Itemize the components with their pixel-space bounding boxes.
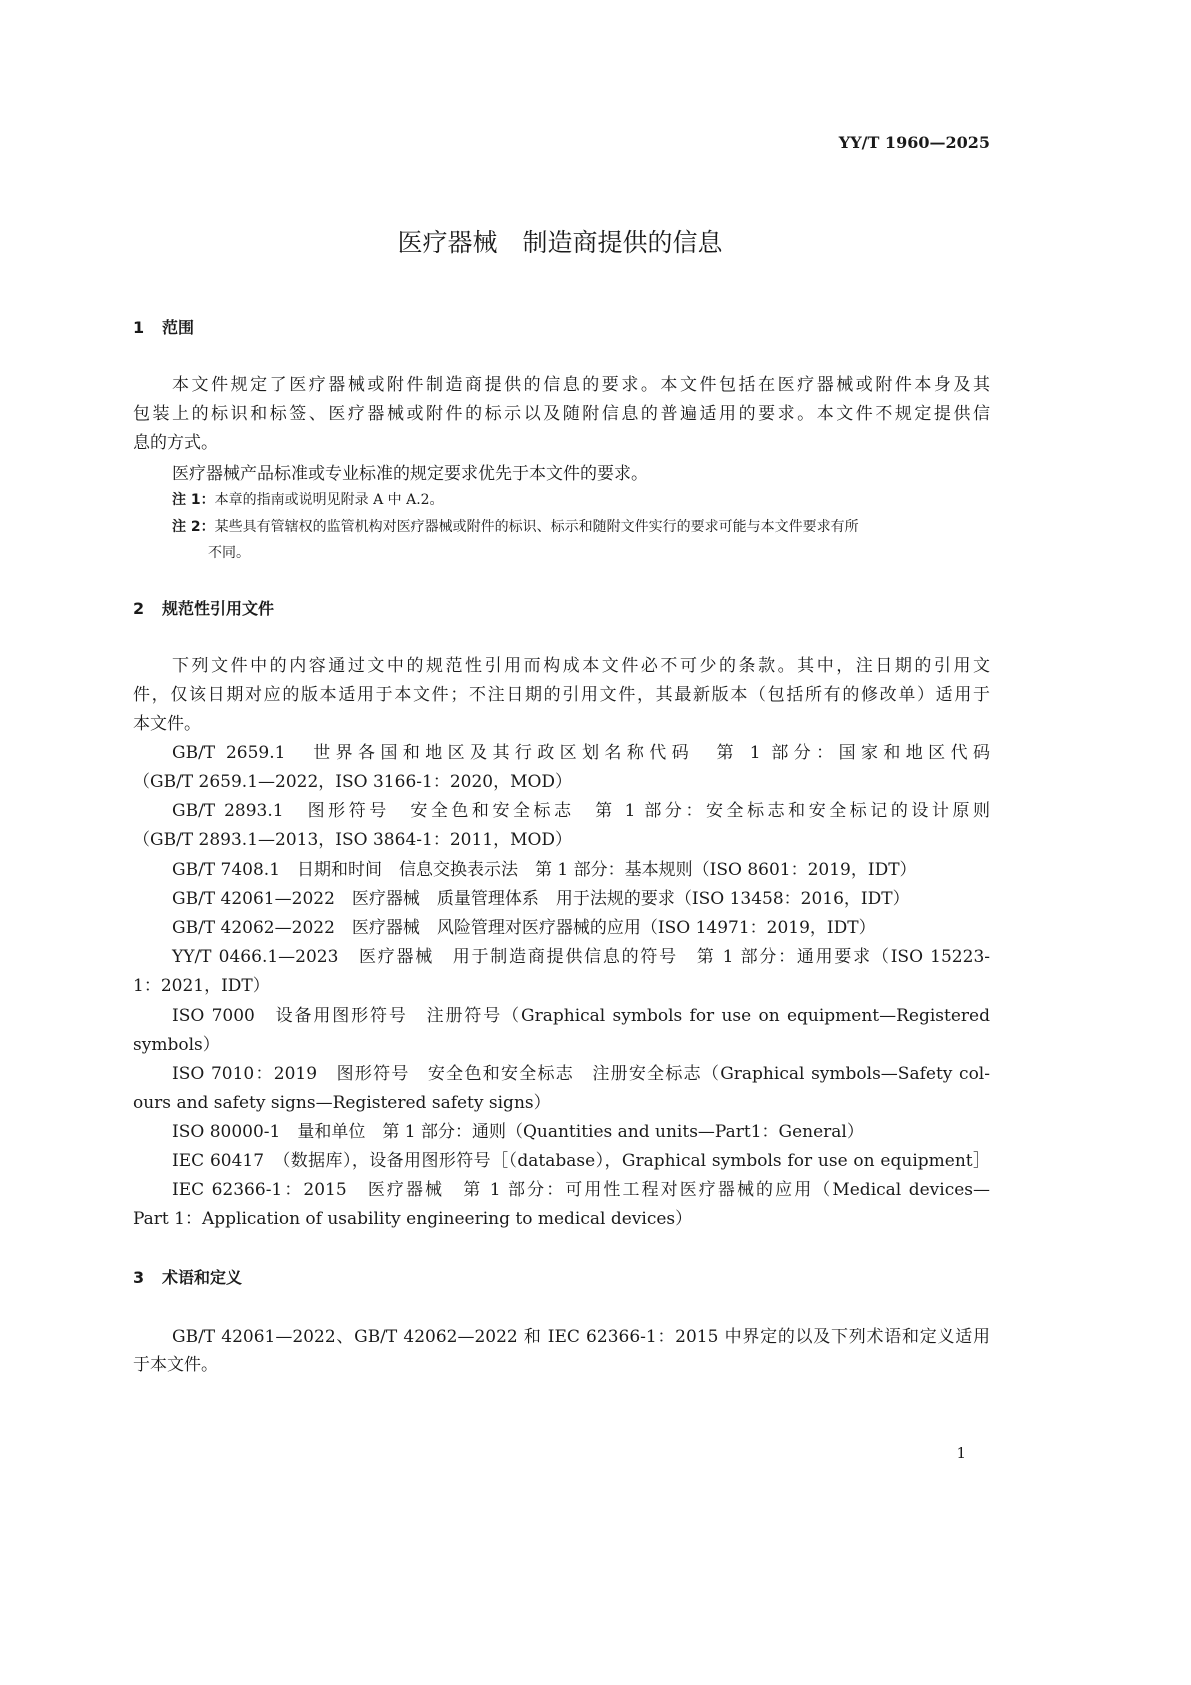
reference-line: GB/T 2659.1 世界各国和地区及其行政区划名称代码 第 1 部分：国家和地区代码 (172, 743, 990, 763)
reference-line: GB/T 7408.1 日期和时间 信息交换表示法 第 1 部分：基本规则（ISO 8601：2019，IDT） (172, 860, 917, 880)
paragraph-line: 件，仅该日期对应的版本适用于本文件；不注日期的引用文件，其最新版本（包括所有的修改单）适用于 (133, 685, 990, 705)
reference-line: （GB/T 2659.1—2022，ISO 3166-1：2020，MOD） (133, 772, 573, 792)
note-2-continuation: 不同。 (208, 545, 250, 561)
document-code: YY/T 1960—2025 (838, 133, 990, 152)
reference-line: ISO 7010：2019 图形符号 安全色和安全标志 注册安全标志（Graphical symbols—Safety col- (172, 1064, 990, 1084)
paragraph-line: 息的方式。 (133, 433, 218, 453)
reference-line: GB/T 42062—2022 医疗器械 风险管理对医疗器械的应用（ISO 14971：2019，IDT） (172, 918, 876, 938)
paragraph-line: 包装上的标识和标签、医疗器械或附件的标示以及随附信息的普遍适用的要求。本文件不规定提供信 (133, 404, 990, 424)
reference-line: ours and safety signs—Registered safety signs） (133, 1093, 551, 1113)
paragraph-line: 本文件规定了医疗器械或附件制造商提供的信息的要求。本文件包括在医疗器械或附件本身及其 (172, 375, 990, 395)
reference-line: ISO 7000 设备用图形符号 注册符号（Graphical symbols for use on equipment—Registered (172, 1006, 990, 1026)
reference-line: GB/T 2893.1 图形符号 安全色和安全标志 第 1 部分：安全标志和安全标记的设计原则 (172, 801, 990, 821)
section-number: 1 (133, 318, 145, 337)
reference-line: （GB/T 2893.1—2013，ISO 3864-1：2011，MOD） (133, 830, 573, 850)
note-text: 某些具有管辖权的监管机构对医疗器械或附件的标识、标示和随附文件实行的要求可能与本文件要求有所 (214, 519, 859, 535)
note-label: 注 2： (172, 519, 215, 535)
reference-line: IEC 60417 （数据库），设备用图形符号［（database），Graphical symbols for use on equipment］ (172, 1151, 990, 1171)
paragraph-line: 本文件。 (133, 714, 201, 734)
page-title: 医疗器械 制造商提供的信息 (397, 228, 723, 257)
reference-line: GB/T 42061—2022 医疗器械 质量管理体系 用于法规的要求（ISO 13458：2016，IDT） (172, 889, 910, 909)
reference-line: 1：2021，IDT） (133, 976, 270, 996)
note-2 (133, 516, 990, 538)
section-title: 规范性引用文件 (162, 599, 275, 618)
note-1 (133, 489, 990, 511)
paragraph-line: 下列文件中的内容通过文中的规范性引用而构成本文件必不可少的条款。其中，注日期的引用文 (172, 656, 990, 676)
section-title: 范围 (162, 318, 195, 337)
paragraph-line: 于本文件。 (133, 1355, 218, 1375)
section-number: 3 (133, 1268, 145, 1287)
note-text: 本章的指南或说明见附录 A 中 A.2。 (214, 492, 444, 508)
reference-line: IEC 62366-1：2015 医疗器械 第 1 部分：可用性工程对医疗器械的应用（Medical devices— (172, 1180, 990, 1200)
reference-line: ISO 80000-1 量和单位 第 1 部分：通则（Quantities and units—Part1：General） (172, 1122, 864, 1142)
section-heading-1 (133, 317, 990, 339)
note-label: 注 1： (172, 492, 215, 508)
reference-line: YY/T 0466.1—2023 医疗器械 用于制造商提供信息的符号 第 1 部分：通用要求（ISO 15223- (172, 947, 990, 967)
page-number: 1 (956, 1444, 966, 1462)
section-title: 术语和定义 (162, 1268, 243, 1287)
section-number: 2 (133, 599, 145, 618)
reference-line: Part 1：Application of usability engineering to medical devices） (133, 1209, 693, 1229)
paragraph-line: 医疗器械产品标准或专业标准的规定要求优先于本文件的要求。 (172, 464, 648, 484)
paragraph-line: GB/T 42061—2022、GB/T 42062—2022 和 IEC 62366-1：2015 中界定的以及下列术语和定义适用 (172, 1327, 990, 1347)
section-heading-3 (133, 1267, 990, 1289)
section-heading-2 (133, 598, 990, 620)
reference-line: symbols） (133, 1035, 220, 1055)
